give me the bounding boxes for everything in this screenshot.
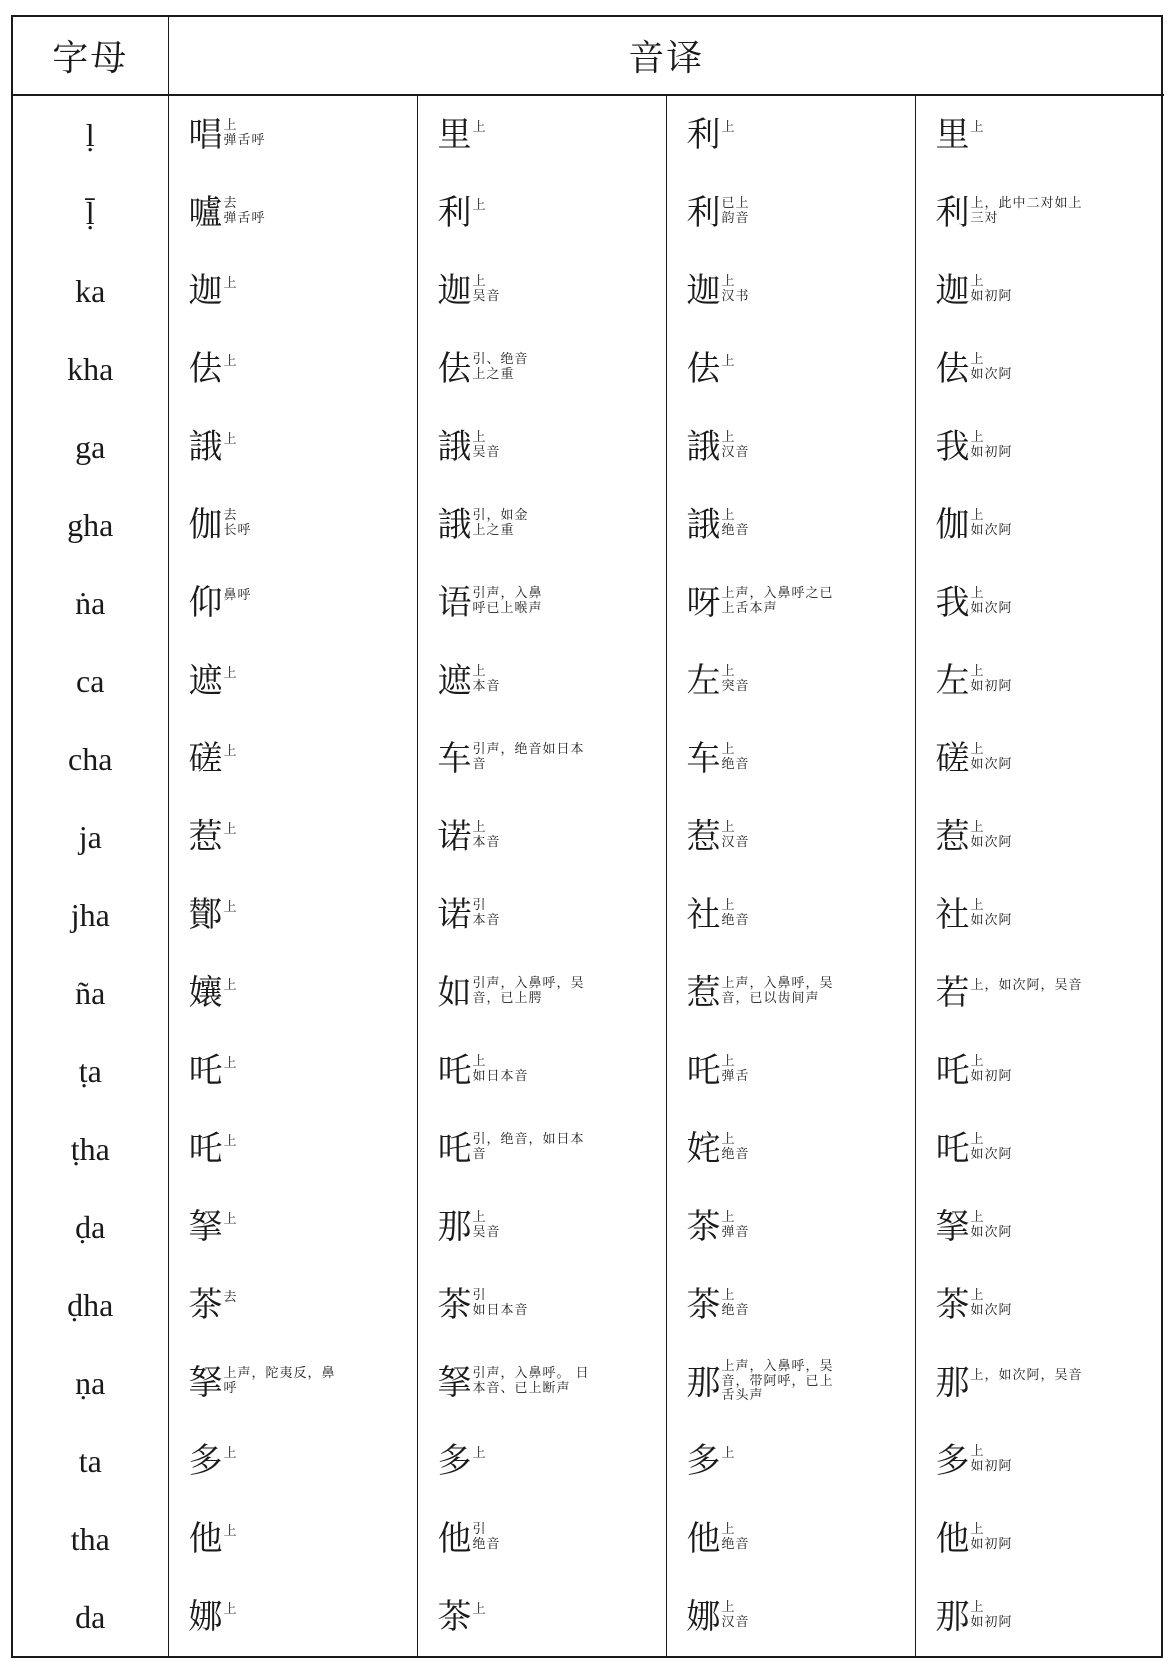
- annotation-note: 上 弹舌呼: [223, 118, 266, 148]
- transliteration-char: 誐: [686, 427, 721, 467]
- annotation-note: 上 如次阿: [970, 820, 1013, 850]
- transliteration-cell: [417, 408, 666, 486]
- header-transliteration: 音译: [168, 17, 1164, 95]
- transliteration-cell: [417, 1344, 666, 1422]
- row-letter: gha: [67, 506, 114, 543]
- table-body: [13, 95, 1164, 1656]
- transliteration-char: 迦: [188, 271, 223, 311]
- annotation-note: 上 如日本音: [472, 1054, 529, 1084]
- transliteration-cell: [168, 642, 417, 720]
- transliteration-char: 他: [686, 1519, 721, 1559]
- transliteration-cell: [915, 1110, 1164, 1188]
- annotation-note: 上 本音: [472, 820, 501, 850]
- transliteration-char: 若: [935, 973, 970, 1013]
- transliteration-cell: [666, 876, 915, 954]
- annotation-note: 上 如次阿: [970, 742, 1013, 772]
- annotation-note: 上 如初阿: [970, 1522, 1013, 1552]
- transliteration-char: 惹: [686, 817, 721, 857]
- transliteration-cell: [168, 252, 417, 330]
- transliteration-char: 吒: [935, 1129, 970, 1169]
- transliteration-char: 诺: [437, 817, 472, 857]
- row-letter: jha: [70, 896, 110, 933]
- transliteration-cell: [168, 798, 417, 876]
- transliteration-char: 迦: [935, 271, 970, 311]
- annotation-note: 上: [223, 1445, 238, 1461]
- transliteration-cell: [417, 95, 666, 174]
- transliteration-cell: [666, 174, 915, 252]
- table-row: [13, 252, 1164, 330]
- annotation-note: 上 如次阿: [970, 586, 1013, 616]
- transliteration-char: 佉: [437, 349, 472, 389]
- transliteration-cell: [417, 1500, 666, 1578]
- annotation-note: 上: [223, 275, 238, 291]
- annotation-note: 上 绝音: [721, 898, 750, 928]
- transliteration-cell: [168, 1500, 417, 1578]
- annotation-note: 上 绝音: [721, 1522, 750, 1552]
- transliteration-char: 里: [935, 115, 970, 155]
- transliteration-cell: [666, 1578, 915, 1656]
- annotation-note: 去 长呼: [223, 508, 252, 538]
- transliteration-cell: [168, 486, 417, 564]
- annotation-note: 引 本音: [472, 898, 501, 928]
- transliteration-char: 多: [686, 1441, 721, 1481]
- table-row: [13, 1344, 1164, 1422]
- transliteration-cell: [417, 876, 666, 954]
- annotation-note: 上: [970, 119, 985, 135]
- transliteration-char: 如: [437, 973, 472, 1013]
- transliteration-char: 惹: [935, 817, 970, 857]
- annotation-note: 上声，入鼻呼，吴 音，已以齿间声: [721, 976, 834, 1006]
- transliteration-cell: [915, 252, 1164, 330]
- transliteration-char: 茶: [188, 1285, 223, 1325]
- transliteration-char: 茶: [686, 1285, 721, 1325]
- header-letter: 字母: [13, 17, 168, 95]
- transliteration-cell: [666, 486, 915, 564]
- transliteration-char: 唱: [188, 115, 223, 155]
- annotation-note: 上 绝音: [721, 508, 750, 538]
- annotation-note: 上: [223, 743, 238, 759]
- transliteration-cell: [915, 1578, 1164, 1656]
- transliteration-cell: [168, 1266, 417, 1344]
- annotation-note: 上: [223, 1055, 238, 1071]
- row-letter: ḷ: [85, 116, 95, 153]
- transliteration-char: 多: [935, 1441, 970, 1481]
- row-letter: ga: [75, 428, 106, 465]
- transliteration-cell: [666, 1500, 915, 1578]
- row-letter: ta: [78, 1442, 102, 1479]
- transliteration-cell: [915, 1032, 1164, 1110]
- annotation-note: 已上 韵音: [721, 196, 750, 226]
- transliteration-cell: [417, 1266, 666, 1344]
- row-letter: ḹ: [85, 194, 95, 231]
- transliteration-char: 惹: [188, 817, 223, 857]
- transliteration-char: 磋: [935, 739, 970, 779]
- transliteration-cell: [915, 642, 1164, 720]
- transliteration-cell: [417, 954, 666, 1032]
- transliteration-char: 拏: [437, 1363, 472, 1403]
- transliteration-cell: [666, 1266, 915, 1344]
- transliteration-char: 他: [188, 1519, 223, 1559]
- annotation-note: 上，如次阿，吴音: [970, 977, 1083, 993]
- annotation-note: 上 如初阿: [970, 1600, 1013, 1630]
- table-row: [13, 876, 1164, 954]
- annotation-note: 引 绝音: [472, 1522, 501, 1552]
- transliteration-char: 诺: [437, 895, 472, 935]
- transliteration-char: 社: [935, 895, 970, 935]
- table-row: [13, 1422, 1164, 1500]
- transliteration-char: 誐: [188, 427, 223, 467]
- transliteration-cell: [168, 954, 417, 1032]
- annotation-note: 上: [721, 353, 736, 369]
- transliteration-char: 迦: [686, 271, 721, 311]
- transliteration-cell: [666, 954, 915, 1032]
- annotation-note: 上: [721, 119, 736, 135]
- annotation-note: 引、绝音 上之重: [472, 352, 529, 382]
- transliteration-cell: [417, 330, 666, 408]
- transliteration-char: 利: [686, 193, 721, 233]
- transliteration-cell: [417, 1032, 666, 1110]
- table-row: [13, 798, 1164, 876]
- transliteration-cell: [417, 252, 666, 330]
- table-row: [13, 330, 1164, 408]
- transliteration-char: 伽: [935, 505, 970, 545]
- annotation-note: 上: [223, 899, 238, 915]
- transliteration-char: 遮: [188, 661, 223, 701]
- annotation-note: 上 如次阿: [970, 1288, 1013, 1318]
- transliteration-cell: [168, 95, 417, 174]
- transliteration-cell: [168, 1422, 417, 1500]
- transliteration-cell: [915, 1188, 1164, 1266]
- annotation-note: 上 如次阿: [970, 898, 1013, 928]
- transliteration-char: 佉: [935, 349, 970, 389]
- transliteration-char: 拏: [935, 1207, 970, 1247]
- row-letter: ja: [78, 818, 102, 855]
- transliteration-cell: [666, 798, 915, 876]
- transliteration-char: 誐: [437, 427, 472, 467]
- transliteration-char: 他: [437, 1519, 472, 1559]
- table-row: [13, 1500, 1164, 1578]
- transliteration-cell: [417, 642, 666, 720]
- annotation-note: 上 汉音: [721, 820, 750, 850]
- table-row: [13, 1032, 1164, 1110]
- transliteration-cell: [666, 1110, 915, 1188]
- transliteration-char: 我: [935, 583, 970, 623]
- transliteration-char: 他: [935, 1519, 970, 1559]
- annotation-note: 上: [721, 1445, 736, 1461]
- transliteration-cell: [417, 486, 666, 564]
- transliteration-cell: [417, 564, 666, 642]
- annotation-note: 上 如初阿: [970, 1054, 1013, 1084]
- transliteration-char: 吒: [686, 1051, 721, 1091]
- transliteration-char: 姹: [686, 1129, 721, 1169]
- annotation-note: 上 汉音: [721, 1600, 750, 1630]
- table-row: [13, 95, 1164, 174]
- transliteration-cell: [417, 798, 666, 876]
- transliteration-cell: [666, 408, 915, 486]
- transliteration-char: 誐: [437, 505, 472, 545]
- annotation-note: 去: [223, 1289, 238, 1305]
- transliteration-cell: [417, 174, 666, 252]
- annotation-note: 上: [223, 1211, 238, 1227]
- annotation-note: 上: [223, 1133, 238, 1149]
- transliteration-char: 多: [188, 1441, 223, 1481]
- annotation-note: 上: [223, 1523, 238, 1539]
- transliteration-char: 佉: [686, 349, 721, 389]
- transliteration-char: 那: [935, 1597, 970, 1637]
- annotation-note: 上: [223, 431, 238, 447]
- transliteration-char: 仰: [188, 583, 223, 623]
- transliteration-cell: [168, 330, 417, 408]
- transliteration-cell: [666, 330, 915, 408]
- annotation-note: 上 如次阿: [970, 352, 1013, 382]
- transliteration-char: 拏: [188, 1363, 223, 1403]
- annotation-note: 引声，入鼻 呼已上喉声: [472, 586, 543, 616]
- transliteration-cell: [417, 1110, 666, 1188]
- annotation-note: 上声，入鼻呼之已 上舌本声: [721, 586, 834, 616]
- transliteration-cell: [168, 876, 417, 954]
- transliteration-char: 吒: [188, 1129, 223, 1169]
- table-row: [13, 408, 1164, 486]
- transliteration-char: 我: [935, 427, 970, 467]
- annotation-note: 上，如次阿，吴音: [970, 1367, 1083, 1383]
- transliteration-cell: [168, 1110, 417, 1188]
- transliteration-cell: [417, 1578, 666, 1656]
- transliteration-char: 语: [437, 583, 472, 623]
- transliteration-char: 惹: [686, 973, 721, 1013]
- transliteration-cell: [666, 1344, 915, 1422]
- annotation-note: 引声，入鼻呼，吴 音，已上腭: [472, 976, 585, 1006]
- annotation-note: 上 如初阿: [970, 1444, 1013, 1474]
- annotation-note: 上: [223, 1601, 238, 1617]
- annotation-note: 上: [223, 665, 238, 681]
- transliteration-cell: [666, 720, 915, 798]
- transliteration-cell: [915, 954, 1164, 1032]
- transliteration-cell: [666, 642, 915, 720]
- transliteration-char: 茶: [437, 1597, 472, 1637]
- transliteration-char: 多: [437, 1441, 472, 1481]
- transliteration-cell: [915, 174, 1164, 252]
- transliteration-char: 吒: [935, 1051, 970, 1091]
- annotation-note: 上 吴音: [472, 1210, 501, 1240]
- transliteration-char: 那: [935, 1363, 970, 1403]
- transliteration-char: 那: [686, 1363, 721, 1403]
- transliteration-cell: [915, 330, 1164, 408]
- annotation-note: 引，如金 上之重: [472, 508, 529, 538]
- annotation-note: 上 汉书: [721, 274, 750, 304]
- transliteration-char: 孃: [188, 973, 223, 1013]
- annotation-note: 上 如初阿: [970, 274, 1013, 304]
- row-letter: ḍha: [67, 1286, 114, 1323]
- table-row: [13, 1578, 1164, 1656]
- transliteration-table: [13, 17, 1164, 1656]
- transliteration-cell: [168, 1344, 417, 1422]
- transliteration-cell: [915, 798, 1164, 876]
- transliteration-table-frame: [11, 15, 1163, 1658]
- table-row: [13, 486, 1164, 564]
- annotation-note: 上 本音: [472, 664, 501, 694]
- transliteration-char: 茶: [935, 1285, 970, 1325]
- transliteration-char: 左: [935, 661, 970, 701]
- row-letter: ṭha: [70, 1130, 110, 1167]
- transliteration-cell: [168, 720, 417, 798]
- transliteration-cell: [915, 876, 1164, 954]
- transliteration-cell: [666, 1032, 915, 1110]
- transliteration-cell: [915, 486, 1164, 564]
- annotation-note: 去 弹舌呼: [223, 196, 266, 226]
- annotation-note: 上: [472, 197, 487, 213]
- annotation-note: 上 绝音: [721, 1288, 750, 1318]
- annotation-note: 上 汉音: [721, 430, 750, 460]
- annotation-note: 上 绝音: [721, 742, 750, 772]
- annotation-note: 鼻呼: [223, 587, 252, 603]
- transliteration-char: 誐: [686, 505, 721, 545]
- annotation-note: 上，此中二对如上 三对: [970, 196, 1083, 226]
- row-letter: ña: [75, 974, 106, 1011]
- table-row: [13, 642, 1164, 720]
- transliteration-char: 吒: [437, 1129, 472, 1169]
- annotation-note: 上: [223, 821, 238, 837]
- transliteration-char: 呀: [686, 583, 721, 623]
- row-letter: cha: [68, 740, 113, 777]
- table-row: [13, 564, 1164, 642]
- table-row: [13, 1188, 1164, 1266]
- transliteration-cell: [168, 408, 417, 486]
- transliteration-char: 车: [437, 739, 472, 779]
- transliteration-char: 那: [437, 1207, 472, 1247]
- transliteration-cell: [666, 1188, 915, 1266]
- annotation-note: 上: [223, 977, 238, 993]
- transliteration-cell: [168, 564, 417, 642]
- transliteration-char: 伽: [188, 505, 223, 545]
- transliteration-cell: [915, 720, 1164, 798]
- annotation-note: 引 如日本音: [472, 1288, 529, 1318]
- transliteration-cell: [915, 1266, 1164, 1344]
- transliteration-cell: [168, 174, 417, 252]
- transliteration-cell: [915, 1500, 1164, 1578]
- annotation-note: 上 如初阿: [970, 430, 1013, 460]
- transliteration-char: 遮: [437, 661, 472, 701]
- annotation-note: 上 突音: [721, 664, 750, 694]
- transliteration-char: 利: [935, 193, 970, 233]
- row-letter: ka: [75, 272, 106, 309]
- table-row: [13, 720, 1164, 798]
- transliteration-char: 吒: [188, 1051, 223, 1091]
- transliteration-cell: [168, 1032, 417, 1110]
- annotation-note: 上 如次阿: [970, 1132, 1013, 1162]
- row-letter: ṅa: [75, 584, 106, 621]
- transliteration-cell: [417, 1188, 666, 1266]
- annotation-note: 上: [472, 119, 487, 135]
- transliteration-cell: [417, 720, 666, 798]
- transliteration-cell: [915, 95, 1164, 174]
- row-letter: ca: [76, 662, 105, 699]
- transliteration-char: 拏: [188, 1207, 223, 1247]
- row-letter: ṭa: [78, 1052, 102, 1089]
- transliteration-cell: [915, 1344, 1164, 1422]
- transliteration-char: 吒: [437, 1051, 472, 1091]
- row-letter: da: [75, 1598, 106, 1635]
- annotation-note: 上 弹音: [721, 1210, 750, 1240]
- table-row: [13, 1110, 1164, 1188]
- transliteration-cell: [666, 564, 915, 642]
- annotation-note: 上声，入鼻呼，吴 音，带阿呼，已上 舌头声: [721, 1358, 834, 1404]
- transliteration-char: 鄼: [188, 895, 223, 935]
- annotation-note: 上 如次阿: [970, 508, 1013, 538]
- transliteration-char: 社: [686, 895, 721, 935]
- transliteration-char: 迦: [437, 271, 472, 311]
- row-letter: ṇa: [75, 1364, 106, 1401]
- transliteration-cell: [168, 1578, 417, 1656]
- transliteration-char: 嚧: [188, 193, 223, 233]
- transliteration-char: 娜: [188, 1597, 223, 1637]
- transliteration-char: 车: [686, 739, 721, 779]
- transliteration-cell: [915, 564, 1164, 642]
- annotation-note: 上 吴音: [472, 430, 501, 460]
- transliteration-char: 茶: [686, 1207, 721, 1247]
- annotation-note: 引声，入鼻呼。 日 本音、已上断声: [472, 1366, 590, 1396]
- annotation-note: 上声，陀夷反，鼻 呼: [223, 1366, 336, 1396]
- row-letter: tha: [70, 1520, 110, 1557]
- annotation-note: 上: [472, 1601, 487, 1617]
- table-row: [13, 1266, 1164, 1344]
- transliteration-char: 茶: [437, 1285, 472, 1325]
- transliteration-cell: [417, 1422, 666, 1500]
- table-row: [13, 954, 1164, 1032]
- transliteration-cell: [666, 252, 915, 330]
- transliteration-cell: [168, 1188, 417, 1266]
- transliteration-cell: [915, 1422, 1164, 1500]
- transliteration-char: 佉: [188, 349, 223, 389]
- annotation-note: 上 弹舌: [721, 1054, 750, 1084]
- row-letter: ḍa: [75, 1208, 106, 1245]
- transliteration-char: 利: [686, 115, 721, 155]
- annotation-note: 上: [223, 353, 238, 369]
- transliteration-char: 娜: [686, 1597, 721, 1637]
- annotation-note: 引声，绝音如日本 音: [472, 742, 585, 772]
- transliteration-char: 利: [437, 193, 472, 233]
- table-row: [13, 174, 1164, 252]
- annotation-note: 上: [472, 1445, 487, 1461]
- transliteration-cell: [666, 95, 915, 174]
- annotation-note: 上 绝音: [721, 1132, 750, 1162]
- annotation-note: 引，绝音，如日本 音: [472, 1132, 585, 1162]
- transliteration-cell: [915, 408, 1164, 486]
- transliteration-cell: [666, 1422, 915, 1500]
- row-letter: kha: [67, 350, 114, 387]
- transliteration-char: 里: [437, 115, 472, 155]
- transliteration-char: 磋: [188, 739, 223, 779]
- transliteration-char: 左: [686, 661, 721, 701]
- annotation-note: 上 如次阿: [970, 1210, 1013, 1240]
- annotation-note: 上 吴音: [472, 274, 501, 304]
- annotation-note: 上 如初阿: [970, 664, 1013, 694]
- header-row: [13, 17, 1164, 95]
